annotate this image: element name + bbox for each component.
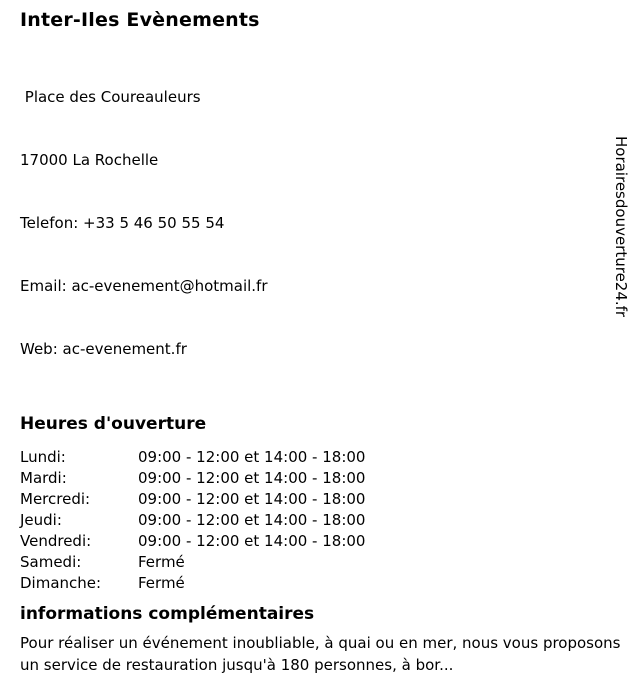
opening-hours-heading: Heures d'ouverture (20, 414, 207, 434)
additional-info-text: Pour réaliser un événement inoubliable, à quai ou en mer, nous vous proposons un service de restauration jusqu'à 180 personnes, à bor... (20, 634, 621, 674)
day-hours: Fermé (138, 553, 185, 571)
day-label: Samedi: (20, 553, 82, 571)
hours-row-friday (20, 531, 640, 552)
day-hours: 09:00 - 12:00 et 14:00 - 18:00 (138, 511, 366, 529)
page-title: Inter-Iles Evènements (20, 9, 260, 31)
website-line: Web: ac-evenement.fr (20, 340, 187, 358)
day-hours: 09:00 - 12:00 et 14:00 - 18:00 (138, 469, 366, 487)
phone-line: Telefon: +33 5 46 50 55 54 (20, 214, 225, 232)
hours-row-thursday (20, 510, 640, 531)
day-hours: Fermé (138, 574, 185, 592)
email-line: Email: ac-evenement@hotmail.fr (20, 277, 268, 295)
hours-row-monday (20, 447, 640, 468)
day-label: Dimanche: (20, 574, 102, 592)
hours-row-wednesday (20, 489, 640, 510)
day-label: Jeudi: (20, 511, 62, 529)
address-city: 17000 La Rochelle (20, 151, 159, 169)
hours-row-saturday (20, 552, 640, 573)
day-label: Mardi: (20, 469, 67, 487)
day-label: Mercredi: (20, 490, 91, 508)
additional-info-heading: informations complémentaires (20, 604, 315, 624)
day-hours: 09:00 - 12:00 et 14:00 - 18:00 (138, 490, 366, 508)
opening-hours-table (20, 447, 640, 594)
hours-row-sunday (20, 573, 640, 594)
hours-row-tuesday (20, 468, 640, 489)
day-hours: 09:00 - 12:00 et 14:00 - 18:00 (138, 448, 366, 466)
site-watermark: Horairesdouverture24.fr (612, 136, 630, 318)
contact-block (20, 45, 640, 402)
address-street: Place des Coureauleurs (20, 88, 201, 106)
day-label: Vendredi: (20, 532, 92, 550)
day-label: Lundi: (20, 448, 66, 466)
day-hours: 09:00 - 12:00 et 14:00 - 18:00 (138, 532, 366, 550)
